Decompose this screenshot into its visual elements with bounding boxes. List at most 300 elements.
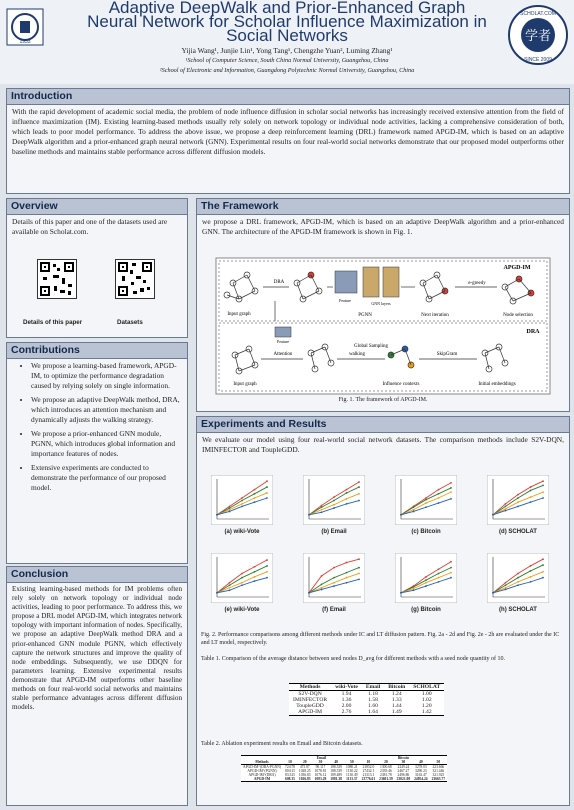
series-point (216, 514, 218, 516)
table-cell: APGD-IM (298, 709, 323, 715)
title-line-3: Social Networks (226, 26, 348, 45)
scholat-logo-glyph: 学者 (524, 28, 552, 43)
series-point (333, 496, 335, 498)
series-point (254, 576, 256, 578)
series-point (438, 502, 440, 504)
series-point (530, 581, 532, 583)
series-point (229, 589, 231, 591)
series-point (517, 573, 519, 575)
series-point (321, 584, 323, 586)
series-point (438, 573, 440, 575)
table2-group-bitcoin: Bitcoin (397, 756, 409, 760)
table-cell: 1.49 (391, 709, 402, 715)
table-cell: 1028.25 (298, 769, 311, 773)
series-point (241, 573, 243, 575)
series-point (321, 575, 323, 577)
logo-year: 1933 (19, 39, 31, 45)
table-cell: 21852.0 (362, 765, 375, 769)
series-point (266, 571, 268, 573)
conclusion-section (6, 566, 188, 806)
table-cell: 189.489 (330, 773, 342, 777)
series-point (425, 502, 427, 504)
series-point (229, 507, 231, 509)
table-1 (289, 683, 444, 716)
series-point (530, 486, 532, 488)
table-cell: 3278.03 (415, 765, 427, 769)
table-cell: 21313.1 (362, 773, 375, 777)
table2-header: 40 (334, 760, 338, 764)
series-point (413, 506, 415, 508)
series-point (450, 567, 452, 569)
table-cell: 2467.27 (397, 769, 410, 773)
series-point (517, 584, 519, 586)
table-cell: 2496.86 (397, 773, 410, 777)
series-point (333, 500, 335, 502)
table-cell: S2V-DQN (298, 691, 322, 697)
table-cell: 2249.24 (397, 765, 410, 769)
table1-header: SCHOLAT (413, 684, 441, 690)
series-point (254, 493, 256, 495)
series-point (216, 592, 218, 594)
fig-label-pgnn: PGNN (358, 313, 372, 318)
series-point (321, 589, 323, 591)
contribution-item: • We propose a prior-enhanced GNN module, PGNN, which introduces global information and importance features of nodes. (31, 429, 182, 459)
table-row (289, 709, 444, 716)
table-cell: 1078.81 (314, 769, 327, 773)
table-cell: 1.94 (341, 691, 352, 697)
series-point (505, 508, 507, 510)
series-point (358, 500, 360, 502)
plot-label: (g) Bitcoin (411, 607, 441, 613)
series-point (346, 492, 348, 494)
series-point (542, 491, 544, 493)
series-point (450, 491, 452, 493)
figure-1-caption: Fig. 1. The framework of APGD-IM. (338, 397, 428, 403)
introduction-section (6, 88, 570, 194)
fig-label-input-graph: Input graph (227, 312, 251, 317)
series-point (400, 514, 402, 516)
table-cell: 1300.68 (380, 765, 392, 769)
fig-label-apgd: APGD-IM (503, 265, 531, 271)
table-cell: APGD-IM^(DRA) (248, 773, 276, 777)
table-cell: 1.44 (391, 703, 402, 709)
plot-label: (e) wiki-Vote (224, 607, 260, 613)
series-point (308, 514, 310, 516)
plot-background (395, 553, 457, 603)
figure-2-caption: Fig. 2. Performance comparisons among different methods under IC and LT diffusion pattern. Fig. 2a - 2d and Fig. 2e - 2h are evaluated under the IC and LT model, respectively. (201, 632, 560, 646)
contributions-section (6, 342, 188, 564)
fig-label-influence-contexts: Influence contexts (382, 382, 420, 387)
fig-label-feature: Feature (339, 298, 351, 303)
table-cell: APGD-IM^(DRA-PGNN) (243, 765, 282, 769)
table-cell: 2381.78 (380, 773, 392, 777)
fig-label-attention: Attention (273, 352, 293, 357)
series-point (241, 500, 243, 502)
introduction-text: With the rapid development of academic social media, the problem of node influence diffusion in scholar social networks has increasingly received extensive attention from the field of influence maximization (IM). Existing learning-based methods usually rely solely on network topology or individual node activities, lacking a comprehensive consideration of both, which leads to poor model performance. To address the above issue, we propose a deep reinforcement learning (DRL) framework named APGD-IM, which is based on an adaptive DeepWalk algorithm and a prior-enhanced graph neural network (GNN). Experimental results on four real-world social networks demonstrate that our proposed model outperforms other baseline methods and maintains stable performance across different diffusion models. (12, 107, 564, 156)
series-point (517, 494, 519, 496)
series-point (346, 582, 348, 584)
series-point (358, 558, 360, 560)
table-cell: 27432.1 (362, 769, 375, 773)
table-cell: 1.36 (341, 697, 352, 703)
contributions-heading: Contributions (7, 343, 187, 359)
series-point (333, 582, 335, 584)
series-point (346, 498, 348, 500)
table-cell: 24054.24 (414, 777, 428, 781)
fig-label-gnn-layers: GNN layers (371, 301, 391, 306)
table-cell: 90.117 (315, 765, 326, 769)
table-cell: 608.35 (285, 777, 295, 781)
table-cell: 1.02 (421, 697, 432, 703)
table-cell: 1130.49 (346, 773, 358, 777)
experiments-heading: Experiments and Results (197, 417, 569, 433)
series-point (266, 486, 268, 488)
series-point (517, 577, 519, 579)
series-point (450, 577, 452, 579)
scholat-logo-bottom: SINCE 2009 (524, 57, 552, 63)
framework-text: we propose a DRL framework, APGD-IM, which is based on an adaptive DeepWalk algorithm and a prior-enhanced GNN. The architecture of the APGD-IM framework is shown in Fig. 1. (202, 217, 564, 236)
series-point (266, 577, 268, 579)
table-cell: ToupleGDD (296, 703, 324, 709)
contributions-list (7, 359, 187, 493)
fig-label-next-iter: Next iteration (421, 313, 449, 318)
fig-label-global-sampling: Global Sampling (353, 344, 389, 349)
series-point (425, 499, 427, 501)
series-point (505, 503, 507, 505)
table-cell: 1080.21 (345, 765, 358, 769)
series-point (333, 567, 335, 569)
title-line-1: Adaptive DeepWalk and Prior-Enhanced Graph (108, 0, 466, 17)
series-point (229, 582, 231, 584)
fig-label-dra: DRA (526, 329, 540, 335)
conclusion-heading: Conclusion (7, 567, 187, 583)
contribution-item: • We propose an adaptive DeepWalk method, DRA, which introduces an attention mechanism and dynamically adjusts the walking strategy. (31, 395, 182, 425)
series-point (241, 506, 243, 508)
series-point (358, 578, 360, 580)
series-point (450, 482, 452, 484)
fig-label-initial-embeddings: Initial embeddings (478, 382, 516, 387)
series-point (321, 511, 323, 513)
series-point (517, 501, 519, 503)
table2-header: 30 (401, 760, 406, 764)
series-point (425, 506, 427, 508)
title-line-2: Neural Network for Scholar Influence Maximization in (87, 12, 487, 31)
series-point (542, 564, 544, 566)
table2-header: 20 (384, 760, 388, 764)
table-cell: 475.87 (299, 765, 310, 769)
table-cell: 321.925 (432, 773, 445, 777)
series-point (321, 505, 323, 507)
table-cell: 83.525 (285, 773, 295, 777)
series-point (450, 498, 452, 500)
series-point (400, 592, 402, 594)
series-point (413, 509, 415, 511)
plot-label: (c) Bitcoin (411, 529, 441, 535)
series-point (358, 493, 360, 495)
series-point (425, 579, 427, 581)
fig-label-node-selection: Node selection (503, 313, 533, 318)
series-point (229, 584, 231, 586)
introduction-heading: Introduction (7, 89, 569, 105)
series-point (492, 592, 494, 594)
series-point (450, 487, 452, 489)
table-2-caption: Table 2. Ablation experiment results on Email and Bitcoin datasets. (201, 741, 363, 747)
result-line-chart (487, 553, 549, 603)
experiments-section (196, 416, 570, 806)
result-line-chart (211, 475, 273, 525)
plot-label: (h) SCHOLAT (499, 607, 537, 613)
table-cell: 1026.83 (298, 777, 311, 781)
contribution-item: • Extensive experiments are conducted to demonstrate the performance of our proposed model. (31, 463, 182, 493)
series-point (321, 587, 323, 589)
series-point (358, 486, 360, 488)
series-point (505, 584, 507, 586)
series-point (413, 589, 415, 591)
series-point (333, 585, 335, 587)
table1-header: Bitcoin (388, 684, 406, 690)
series-point (517, 506, 519, 508)
series-point (450, 572, 452, 574)
series-point (542, 485, 544, 487)
series-point (266, 492, 268, 494)
table2-header: 10 (366, 760, 371, 764)
series-point (241, 497, 243, 499)
series-point (229, 587, 231, 589)
series-point (530, 576, 532, 578)
table2-header: Methods (255, 760, 269, 764)
series-point (308, 592, 310, 594)
series-point (425, 497, 427, 499)
series-point (438, 581, 440, 583)
series-point (517, 581, 519, 583)
qr-paper-label: Details of this paper (23, 319, 83, 326)
series-point (505, 582, 507, 584)
series-point (241, 577, 243, 579)
series-point (530, 490, 532, 492)
series-point (254, 501, 256, 503)
table-cell: 1.60 (368, 703, 378, 709)
series-point (542, 577, 544, 579)
series-point (266, 497, 268, 499)
table-cell: 1036.83 (298, 773, 311, 777)
series-point (505, 510, 507, 512)
table-cell: 1083.29 (314, 777, 327, 781)
series-point (438, 577, 440, 579)
series-point (346, 572, 348, 574)
result-line-chart (303, 553, 365, 603)
series-point (346, 503, 348, 505)
table2-group-email: Email (316, 756, 326, 760)
table-cell: 1.18 (368, 691, 378, 697)
series-point (266, 565, 268, 567)
affiliation-2: ²School of Electronic and Information, Guangdong Polytechnic Normal University, Guangzhou, China (159, 67, 415, 74)
series-point (505, 589, 507, 591)
series-point (530, 501, 532, 503)
series-point (517, 497, 519, 499)
series-point (229, 509, 231, 511)
table-cell: 1081.38 (330, 777, 342, 781)
table2-header: 50 (350, 760, 354, 764)
series-point (358, 567, 360, 569)
result-line-chart (211, 553, 273, 603)
table-cell: 72.678 (285, 765, 295, 769)
series-point (530, 570, 532, 572)
series-point (413, 586, 415, 588)
table-cell: 1.58 (368, 697, 378, 703)
series-point (492, 514, 494, 516)
series-point (241, 503, 243, 505)
series-point (266, 480, 268, 482)
table-cell: 1.64 (368, 709, 378, 715)
series-point (229, 511, 231, 513)
series-point (425, 585, 427, 587)
table-cell: 1130.22 (346, 769, 358, 773)
series-point (505, 587, 507, 589)
affiliation-1: ¹School of Computer Science, South China Normal University, Guangzhou, China (185, 57, 389, 64)
poster-title (60, 1, 514, 43)
author-list: Yijia Wang¹, Junjie Lin¹, Yong Tang¹, Chengzhe Yuan², Luming Zhang¹ (181, 46, 393, 55)
table2-header: 30 (318, 760, 323, 764)
series-point (346, 577, 348, 579)
framework-section (196, 198, 570, 412)
series-point (542, 571, 544, 573)
table-cell: 23601.39 (379, 777, 393, 781)
series-point (358, 481, 360, 483)
series-point (438, 568, 440, 570)
table-cell: APGD-IM (253, 777, 271, 781)
series-point (438, 497, 440, 499)
table-cell: 3290.23 (415, 769, 427, 773)
table1-header: Methods (299, 684, 321, 690)
table-row (241, 777, 447, 782)
result-line-chart (395, 475, 457, 525)
overview-section (6, 198, 188, 338)
series-point (254, 566, 256, 568)
table-cell: 2339.46 (380, 769, 392, 773)
series-point (333, 577, 335, 579)
series-point (425, 576, 427, 578)
result-line-chart (395, 553, 457, 603)
series-point (346, 562, 348, 564)
fig-label-e-greedy: e-greedy (468, 281, 486, 286)
table-cell: 1.42 (421, 709, 432, 715)
table2-header: 50 (436, 760, 441, 764)
plot-label: (f) Email (322, 607, 346, 613)
series-point (542, 558, 544, 560)
fig-label-skipgram: SkipGram (436, 352, 458, 357)
table-cell: APGD-IM^(PGNN) (247, 769, 277, 773)
series-point (346, 489, 348, 491)
fig-label-dra-top: DRA (273, 280, 285, 285)
table-cell: 23663.77 (431, 777, 446, 781)
table-cell: IMINFECTOR (293, 697, 328, 703)
scholat-logo-icon (507, 4, 569, 66)
table-1-caption: Table 1. Comparison of the average distance between seed nodes D_avg for different methods with a seed node quantity of 10. (201, 656, 506, 662)
series-point (321, 506, 323, 508)
framework-diagram (215, 257, 551, 395)
qr-datasets-label: Datasets (117, 319, 143, 326)
series-point (333, 507, 335, 509)
experiments-text: We evaluate our model using four real-world social network datasets. The comparison methods include S2V-DQN, IMINFECTOR and ToupleGDD. (202, 435, 564, 454)
qr-code-paper-icon[interactable] (37, 259, 77, 299)
result-line-chart (303, 475, 365, 525)
fig-label-feature-2: Feature (277, 339, 289, 344)
table-cell: 321.446 (432, 769, 445, 773)
plot-label: (d) SCHOLAT (499, 529, 537, 535)
table-cell: 1.00 (421, 691, 432, 697)
table-cell: 1076.12 (314, 773, 327, 777)
plot-label: (a) wiki-Vote (224, 529, 260, 535)
fig-label-input-graph-2: Input graph (233, 382, 257, 387)
series-point (425, 582, 427, 584)
scholat-logo-top: SCHOLAT.COM (520, 11, 556, 17)
table-cell: 23776.61 (361, 777, 376, 781)
series-point (241, 584, 243, 586)
series-point (358, 573, 360, 575)
series-point (321, 509, 323, 511)
series-point (505, 506, 507, 508)
series-point (254, 571, 256, 573)
series-point (254, 497, 256, 499)
table-cell: 1113.37 (346, 777, 358, 781)
series-point (530, 565, 532, 567)
university-logo-icon (6, 8, 44, 46)
fig-label-walking: walking (348, 352, 366, 357)
series-point (542, 497, 544, 499)
table-cell: 188.539 (330, 769, 342, 773)
table2-header: 10 (288, 760, 292, 764)
table-cell: 188.539 (330, 765, 342, 769)
series-point (333, 504, 335, 506)
series-point (413, 511, 415, 513)
table1-header: Email (365, 684, 381, 690)
table2-header: 20 (302, 760, 307, 764)
poster-header (0, 0, 574, 84)
plot-label: (b) Email (321, 529, 347, 535)
series-point (542, 480, 544, 482)
table-2 (241, 755, 447, 782)
table-cell: 1.33 (391, 697, 402, 703)
table-cell: 2.76 (341, 709, 352, 715)
table-cell: 1.20 (421, 703, 432, 709)
framework-heading: The Framework (197, 199, 569, 215)
conclusion-text: Existing learning-based methods for IM problems often rely solely on network topology or individual node activities, leading to poor performance. To address this, we propose a DRL model APGD-IM, which integrates network topology with important information of nodes. Specifically, we propose an adaptive DeepWalk method DRA and a prior-enhanced GNN module PGNN, which effectively capture the network structures and improve the quality of node embeddings. Subsequently, we use DDQN for parameters learning. Extensive experimental results demonstrate that APGD-IM outperforms other baseline methods on four real-world social networks and maintains stable performance advantages across different diffusion models. (12, 585, 182, 712)
series-point (413, 588, 415, 590)
table-cell: 223.666 (432, 765, 445, 769)
series-point (450, 561, 452, 563)
table-cell: 23021.08 (396, 777, 411, 781)
table2-header: 40 (419, 760, 423, 764)
contribution-item: • We propose a learning-based framework, APGD-IM, to optimize the performance degradation caused by relying solely on single information. (31, 361, 182, 391)
overview-text: Details of this paper and one of the datasets used are available on Scholat.com. (12, 217, 168, 236)
table1-header: wiki-Vote (335, 684, 358, 690)
table-cell: 2.00 (341, 703, 352, 709)
series-point (438, 489, 440, 491)
table-cell: 80.615 (285, 769, 295, 773)
series-point (438, 493, 440, 495)
overview-heading: Overview (7, 199, 187, 215)
series-point (530, 496, 532, 498)
result-line-chart (487, 475, 549, 525)
table-cell: 1.24 (391, 691, 402, 697)
series-point (254, 489, 256, 491)
qr-code-datasets-icon[interactable] (115, 259, 155, 299)
series-point (229, 506, 231, 508)
series-point (241, 582, 243, 584)
table-cell: 3163.47 (415, 773, 427, 777)
series-point (266, 559, 268, 561)
series-point (254, 580, 256, 582)
